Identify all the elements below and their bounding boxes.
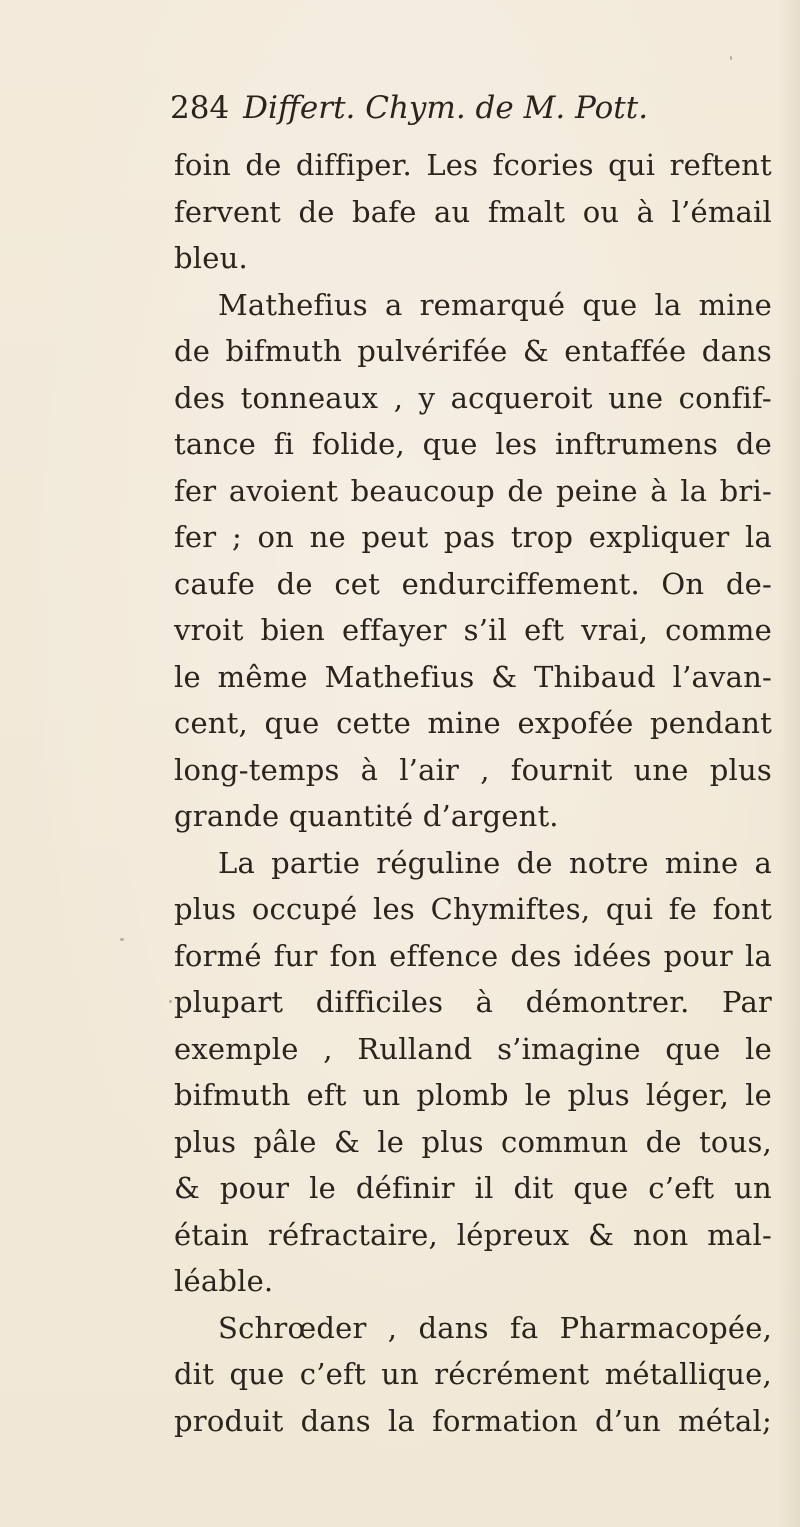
text-line: fer ; on ne peut pas trop expliquer la	[174, 520, 772, 554]
text-line: caufe de cet endurciffement. On de-	[174, 566, 772, 601]
text-line: La partie réguline de notre mine a	[218, 845, 772, 880]
text-line: étain réfractaire, lépreux & non mal-	[174, 1217, 772, 1252]
text-line: bifmuth eft un plomb le plus léger, le	[174, 1078, 772, 1112]
text-line: fer avoient beaucoup de peine à la bri-	[174, 473, 772, 508]
text-line: Mathefius a remarqué que la mine	[218, 287, 772, 322]
page-header	[170, 90, 770, 134]
text-line: plupart difficiles à démontrer. Par	[174, 985, 772, 1019]
text-line: Schrœder , dans fa Pharmacopée,	[218, 1310, 772, 1345]
text-line: fervent de bafe au fmalt ou à l’émail	[174, 194, 772, 229]
page-number: 284	[170, 90, 230, 126]
text-line: foin de diffiper. Les fcories qui reftent	[174, 148, 772, 182]
text-line: des tonneaux , y acqueroit une confif-	[174, 380, 772, 415]
paper-speck	[120, 938, 124, 941]
text-line: long-temps à l’air , fournit une plus	[174, 752, 772, 787]
text-line: plus occupé les Chymiftes, qui fe font	[174, 892, 772, 926]
page-edge-shadow	[778, 0, 800, 1527]
running-title: Differt. Chym. de M. Pott.	[243, 90, 649, 126]
paper-speck	[169, 1000, 172, 1003]
text-line: le même Mathefius & Thibaud l’avan-	[174, 659, 772, 694]
text-line: produit dans la formation d’un métal;	[174, 1403, 772, 1438]
text-line: grande quantité d’argent.	[174, 799, 559, 833]
paper-speck	[730, 56, 732, 60]
text-line: formé fur fon effence des idées pour la	[174, 938, 772, 973]
text-line: de bifmuth pulvérifée & entaffée dans	[174, 334, 772, 368]
text-line: exemple , Rulland s’imagine que le	[174, 1031, 772, 1066]
text-line: dit que c’eft un récrément métallique,	[174, 1357, 772, 1391]
text-line: cent, que cette mine expofée pendant	[174, 706, 772, 740]
text-line: vroit bien effayer s’il eft vrai, comme	[174, 613, 772, 647]
text-line: plus pâle & le plus commun de tous,	[174, 1124, 772, 1159]
text-line: bleu.	[174, 241, 248, 275]
text-line: léable.	[174, 1264, 274, 1298]
text-line: & pour le définir il dit que c’eft un	[174, 1171, 772, 1205]
body-text	[174, 142, 772, 1444]
text-line: tance fi folide, que les inftrumens de	[174, 427, 772, 461]
